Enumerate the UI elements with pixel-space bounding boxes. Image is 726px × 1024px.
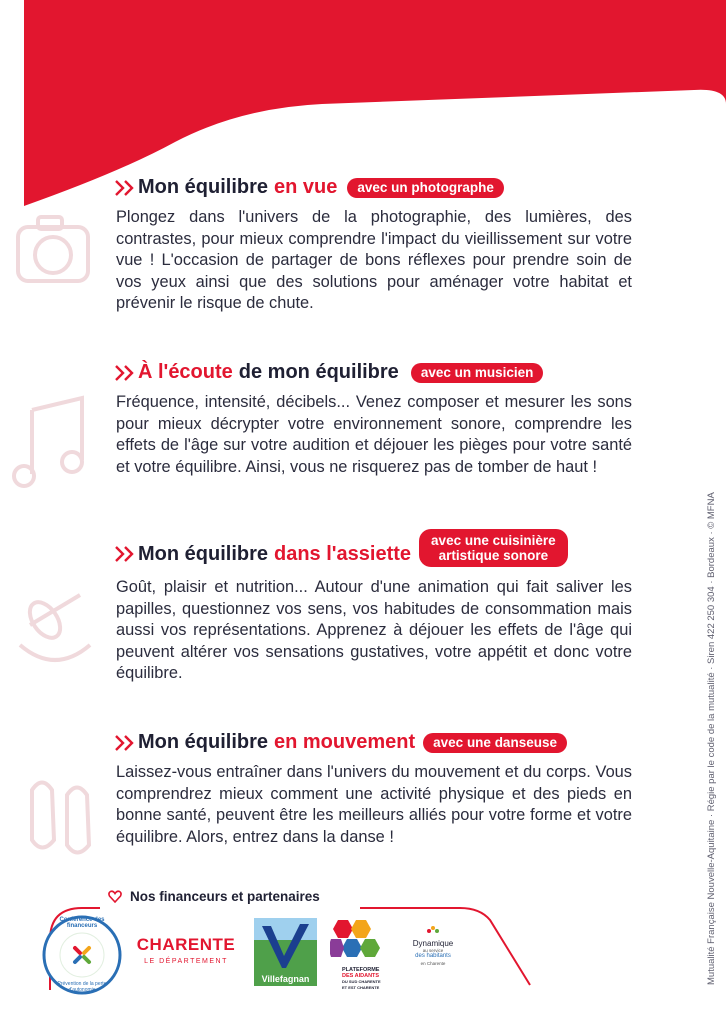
plateforme-line3: DU SUD CHARENTE bbox=[342, 979, 381, 984]
partners-title-text: Nos financeurs et partenaires bbox=[130, 889, 320, 904]
heading-text-dark: de mon équilibre bbox=[238, 361, 399, 383]
heading-text-accent: À l'écoute bbox=[138, 361, 233, 383]
activity-badge: avec un musicien bbox=[411, 363, 544, 383]
section-body: Plongez dans l'univers de la photographie, des lumières, des contrastes, pour mieux comprendre l'impact du vieillissement sur votre vue ! L'occasion de partager de bons réflexes pour prendre soin de vos yeux ainsi que des solutions pour aménager votre habitat et prévenir le risque de chute. bbox=[116, 208, 632, 312]
dynamique-line1: Dynamique bbox=[412, 939, 454, 948]
charente-name: CHARENTE bbox=[136, 935, 236, 954]
logo-plateforme-aidants bbox=[330, 918, 390, 990]
badge-line: artistique sonore bbox=[438, 548, 549, 563]
chevron-right-icon bbox=[114, 546, 136, 562]
charente-sub: LE DÉPARTEMENT bbox=[144, 958, 228, 965]
heading-text-accent: en vue bbox=[274, 176, 338, 198]
heading-text-dark: Mon équilibre bbox=[138, 542, 268, 565]
music-notes-icon bbox=[12, 390, 92, 500]
section-body: Goût, plaisir et nutrition... Autour d'une animation qui fait saliver les papilles, questionnez vos sens, vos habitudes de consommation mais aussi vos représentations. Apprenez à déjouer les effets de l'âge qui peuvent altérer vos sensations gustatives, votre appétit et donc votre équilibre. bbox=[116, 578, 632, 682]
plateforme-line2: DES AIDANTS bbox=[342, 973, 380, 979]
section-heading bbox=[114, 361, 644, 384]
logo-dynamique bbox=[404, 925, 462, 980]
plateforme-line4: ET EST CHARENTE bbox=[342, 985, 380, 990]
heading-text-accent: dans l'assiette bbox=[274, 542, 412, 565]
badge-line: avec une cuisinière bbox=[431, 533, 556, 548]
villefagnan-name: Villefagnan bbox=[254, 972, 317, 986]
activity-badge bbox=[419, 529, 568, 567]
chevron-right-icon bbox=[114, 735, 136, 751]
whisk-icon bbox=[10, 585, 100, 675]
section-hearing bbox=[114, 361, 644, 478]
chevron-right-icon bbox=[114, 180, 136, 196]
dynamique-line4: en Charente bbox=[420, 961, 446, 966]
section-movement bbox=[114, 731, 644, 848]
section-heading bbox=[114, 535, 644, 573]
plateforme-line1: PLATEFORME bbox=[342, 967, 380, 973]
conference-line1: Conférence des financeurs bbox=[59, 917, 105, 929]
section-vision bbox=[114, 176, 644, 315]
legal-footer: Mutualité Française Nouvelle-Aquitaine · Régie par le code de la mutualité · Siren 422 250 304 · Bordeaux · © MFNA bbox=[706, 492, 717, 985]
activity-badge: avec une danseuse bbox=[423, 733, 567, 753]
section-taste bbox=[114, 535, 644, 685]
logo-conference-financeurs bbox=[42, 915, 122, 995]
dynamique-line3: des habitants bbox=[415, 953, 451, 959]
heading-text-dark: Mon équilibre bbox=[138, 731, 268, 753]
chevron-right-icon bbox=[114, 365, 136, 381]
section-heading bbox=[114, 731, 644, 754]
dynamique-line2: au service bbox=[422, 948, 444, 953]
logo-villefagnan bbox=[254, 918, 317, 986]
logo-charente bbox=[128, 935, 244, 965]
section-heading bbox=[114, 176, 644, 199]
conference-line2: Prévention de la perte d'autonomie bbox=[57, 981, 107, 993]
heading-text-dark: Mon équilibre bbox=[138, 176, 268, 198]
section-body: Fréquence, intensité, décibels... Venez composer et mesurer les sons pour mieux décrypter votre environnement sonore, comprendre les effets de l'âge sur votre audition et déjouer les pièges pour votre santé et votre équilibre. Ainsi, vous ne risquerez pas de tomber de haut ! bbox=[116, 393, 632, 476]
heading-text-accent: en mouvement bbox=[274, 731, 416, 753]
shoes-icon bbox=[22, 770, 102, 860]
camera-icon bbox=[10, 205, 100, 295]
section-body: Laissez-vous entraîner dans l'univers du mouvement et du corps. Vous comprendrez mieux comment une activité physique et des pieds en bonne santé, peuvent être les meilleurs alliés pour votre forme et votre équilibre. Alors, entrez dans la danse ! bbox=[116, 763, 632, 846]
activity-badge: avec un photographe bbox=[347, 178, 504, 198]
